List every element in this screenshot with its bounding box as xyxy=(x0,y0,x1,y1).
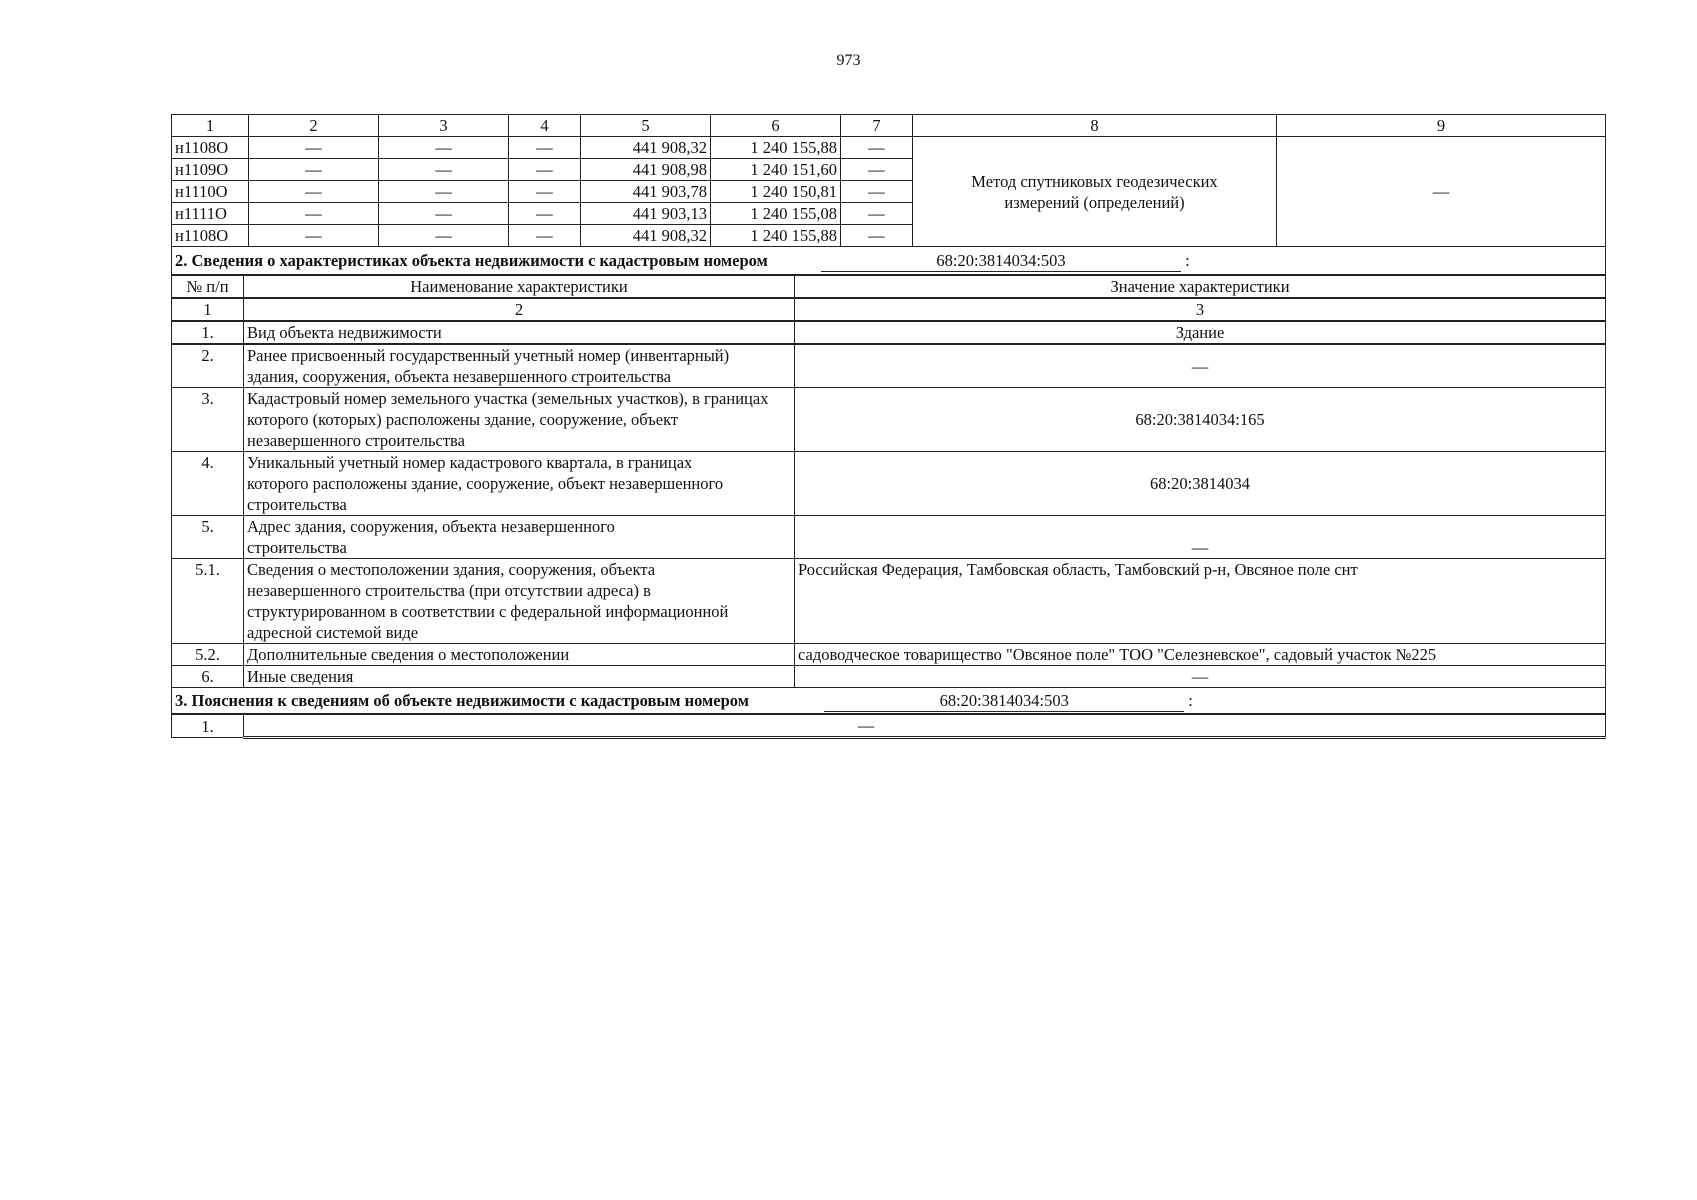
table-cell: — xyxy=(379,203,509,225)
section3-colon: : xyxy=(1188,690,1193,710)
coord-y: 1 240 155,88 xyxy=(711,225,841,247)
characteristic-value: — xyxy=(795,516,1606,559)
characteristic-value: — xyxy=(795,344,1606,388)
table-cell: — xyxy=(379,159,509,181)
section2-colnum-row xyxy=(172,298,1606,321)
table-cell: — xyxy=(509,225,581,247)
table-row xyxy=(172,452,1606,516)
characteristic-value: — xyxy=(795,666,1606,688)
section2-title: 2. Сведения о характеристиках объекта недвижимости с кадастровым номером xyxy=(175,250,768,270)
point-name: н1108О xyxy=(172,137,249,159)
point-name: н1109О xyxy=(172,159,249,181)
section2-colon: : xyxy=(1185,250,1190,270)
table-cell: — xyxy=(249,181,379,203)
table-row xyxy=(172,559,1606,644)
row-number: 5.1. xyxy=(172,559,244,644)
coord-x: 441 908,32 xyxy=(581,137,711,159)
coord-x: 441 908,32 xyxy=(581,225,711,247)
coord-x: 441 908,98 xyxy=(581,159,711,181)
header-cell: Значение характеристики xyxy=(795,275,1606,298)
section2-cadastral-number: 68:20:3814034:503 xyxy=(821,251,1181,272)
table-cell: — xyxy=(249,159,379,181)
table-cell: — xyxy=(841,181,913,203)
table-row xyxy=(172,516,1606,559)
table-cell: — xyxy=(841,137,913,159)
table-cell: — xyxy=(249,137,379,159)
characteristic-name: Дополнительные сведения о местоположении xyxy=(244,644,795,666)
section2-title-cell xyxy=(172,247,1606,275)
table-row xyxy=(172,388,1606,452)
characteristic-name: Иные сведения xyxy=(244,666,795,688)
row-number: 2. xyxy=(172,344,244,388)
colnum-cell: 2 xyxy=(244,298,795,321)
table-cell: — xyxy=(509,159,581,181)
table-cell: — xyxy=(509,137,581,159)
table-row xyxy=(172,344,1606,388)
header-cell: 9 xyxy=(1277,115,1606,137)
section3-table xyxy=(171,688,1606,739)
header-cell: 8 xyxy=(913,115,1277,137)
characteristic-value: садоводческое товарищество "Овсяное поле" ТОО "Селезневское", садовый участок №225 xyxy=(795,644,1606,666)
characteristic-name: Сведения о местоположении здания, сооружения, объекта незавершенного строительства (при отсутствии адреса) в структурированном в соответствии с федеральной информационной адресной системой виде xyxy=(244,559,795,644)
header-cell: 1 xyxy=(172,115,249,137)
row-number: 5. xyxy=(172,516,244,559)
point-name: н1111О xyxy=(172,203,249,225)
table-cell: — xyxy=(379,225,509,247)
section3-cadastral-number: 68:20:3814034:503 xyxy=(824,691,1184,712)
points-header-row xyxy=(172,115,1606,137)
characteristic-name: Ранее присвоенный государственный учетный номер (инвентарный) здания, сооружения, объекта незавершенного строительства xyxy=(244,344,795,388)
table-cell: — xyxy=(841,225,913,247)
header-cell: № п/п xyxy=(172,275,244,298)
table-cell: — xyxy=(509,203,581,225)
table-row xyxy=(172,666,1606,688)
table-cell: — xyxy=(509,181,581,203)
table-row xyxy=(172,714,1606,738)
table-cell: — xyxy=(249,225,379,247)
header-cell: Наименование характеристики xyxy=(244,275,795,298)
coord-y: 1 240 155,08 xyxy=(711,203,841,225)
header-cell: 3 xyxy=(379,115,509,137)
characteristic-value: Здание xyxy=(795,321,1606,344)
row-number: 4. xyxy=(172,452,244,516)
row-number: 1. xyxy=(172,321,244,344)
coord-x: 441 903,78 xyxy=(581,181,711,203)
explanation-value: — xyxy=(244,714,1606,738)
section3-title: 3. Пояснения к сведениям об объекте недвижимости с кадастровым номером xyxy=(175,690,749,710)
method-text: Метод спутниковых геодезических измерений (определений) xyxy=(971,171,1218,212)
table-cell: — xyxy=(379,137,509,159)
table-cell: — xyxy=(379,181,509,203)
row-number: 1. xyxy=(172,714,244,738)
colnum-cell: 3 xyxy=(795,298,1606,321)
section3-title-cell xyxy=(172,688,1606,714)
coord-y: 1 240 151,60 xyxy=(711,159,841,181)
page-number: 973 xyxy=(836,52,861,69)
table-cell: — xyxy=(841,159,913,181)
point-name: н1110О xyxy=(172,181,249,203)
coord-x: 441 903,13 xyxy=(581,203,711,225)
section3-title-row xyxy=(172,688,1606,714)
row-number: 6. xyxy=(172,666,244,688)
characteristic-name: Кадастровый номер земельного участка (земельных участков), в границах которого (которых) расположены здание, сооружение, объект незавершенного строительства xyxy=(244,388,795,452)
characteristic-name: Уникальный учетный номер кадастрового квартала, в границах которого расположены здание, сооружение, объект незавершенного строительства xyxy=(244,452,795,516)
characteristic-value: 68:20:3814034:165 xyxy=(795,388,1606,452)
coord-y: 1 240 155,88 xyxy=(711,137,841,159)
section2-table xyxy=(171,247,1606,688)
header-cell: 2 xyxy=(249,115,379,137)
row-number: 3. xyxy=(172,388,244,452)
header-cell: 5 xyxy=(581,115,711,137)
section2-title-row xyxy=(172,247,1606,275)
table-row xyxy=(172,644,1606,666)
characteristic-value: 68:20:3814034 xyxy=(795,452,1606,516)
colnum-cell: 1 xyxy=(172,298,244,321)
method-cell xyxy=(913,137,1277,247)
header-cell: 6 xyxy=(711,115,841,137)
row-number: 5.2. xyxy=(172,644,244,666)
point-name: н1108О xyxy=(172,225,249,247)
table-cell: — xyxy=(841,203,913,225)
cadastral-document xyxy=(171,114,1605,739)
header-cell: 7 xyxy=(841,115,913,137)
col9-cell: — xyxy=(1277,137,1606,247)
characteristic-name: Адрес здания, сооружения, объекта незавершенного строительства xyxy=(244,516,795,559)
points-table xyxy=(171,114,1606,247)
characteristic-name: Вид объекта недвижимости xyxy=(244,321,795,344)
coord-y: 1 240 150,81 xyxy=(711,181,841,203)
table-cell: — xyxy=(249,203,379,225)
section2-header-row xyxy=(172,275,1606,298)
header-cell: 4 xyxy=(509,115,581,137)
characteristic-value: Российская Федерация, Тамбовская область, Тамбовский р-н, Овсяное поле снт xyxy=(795,559,1606,644)
table-row xyxy=(172,137,1606,159)
table-row xyxy=(172,321,1606,344)
